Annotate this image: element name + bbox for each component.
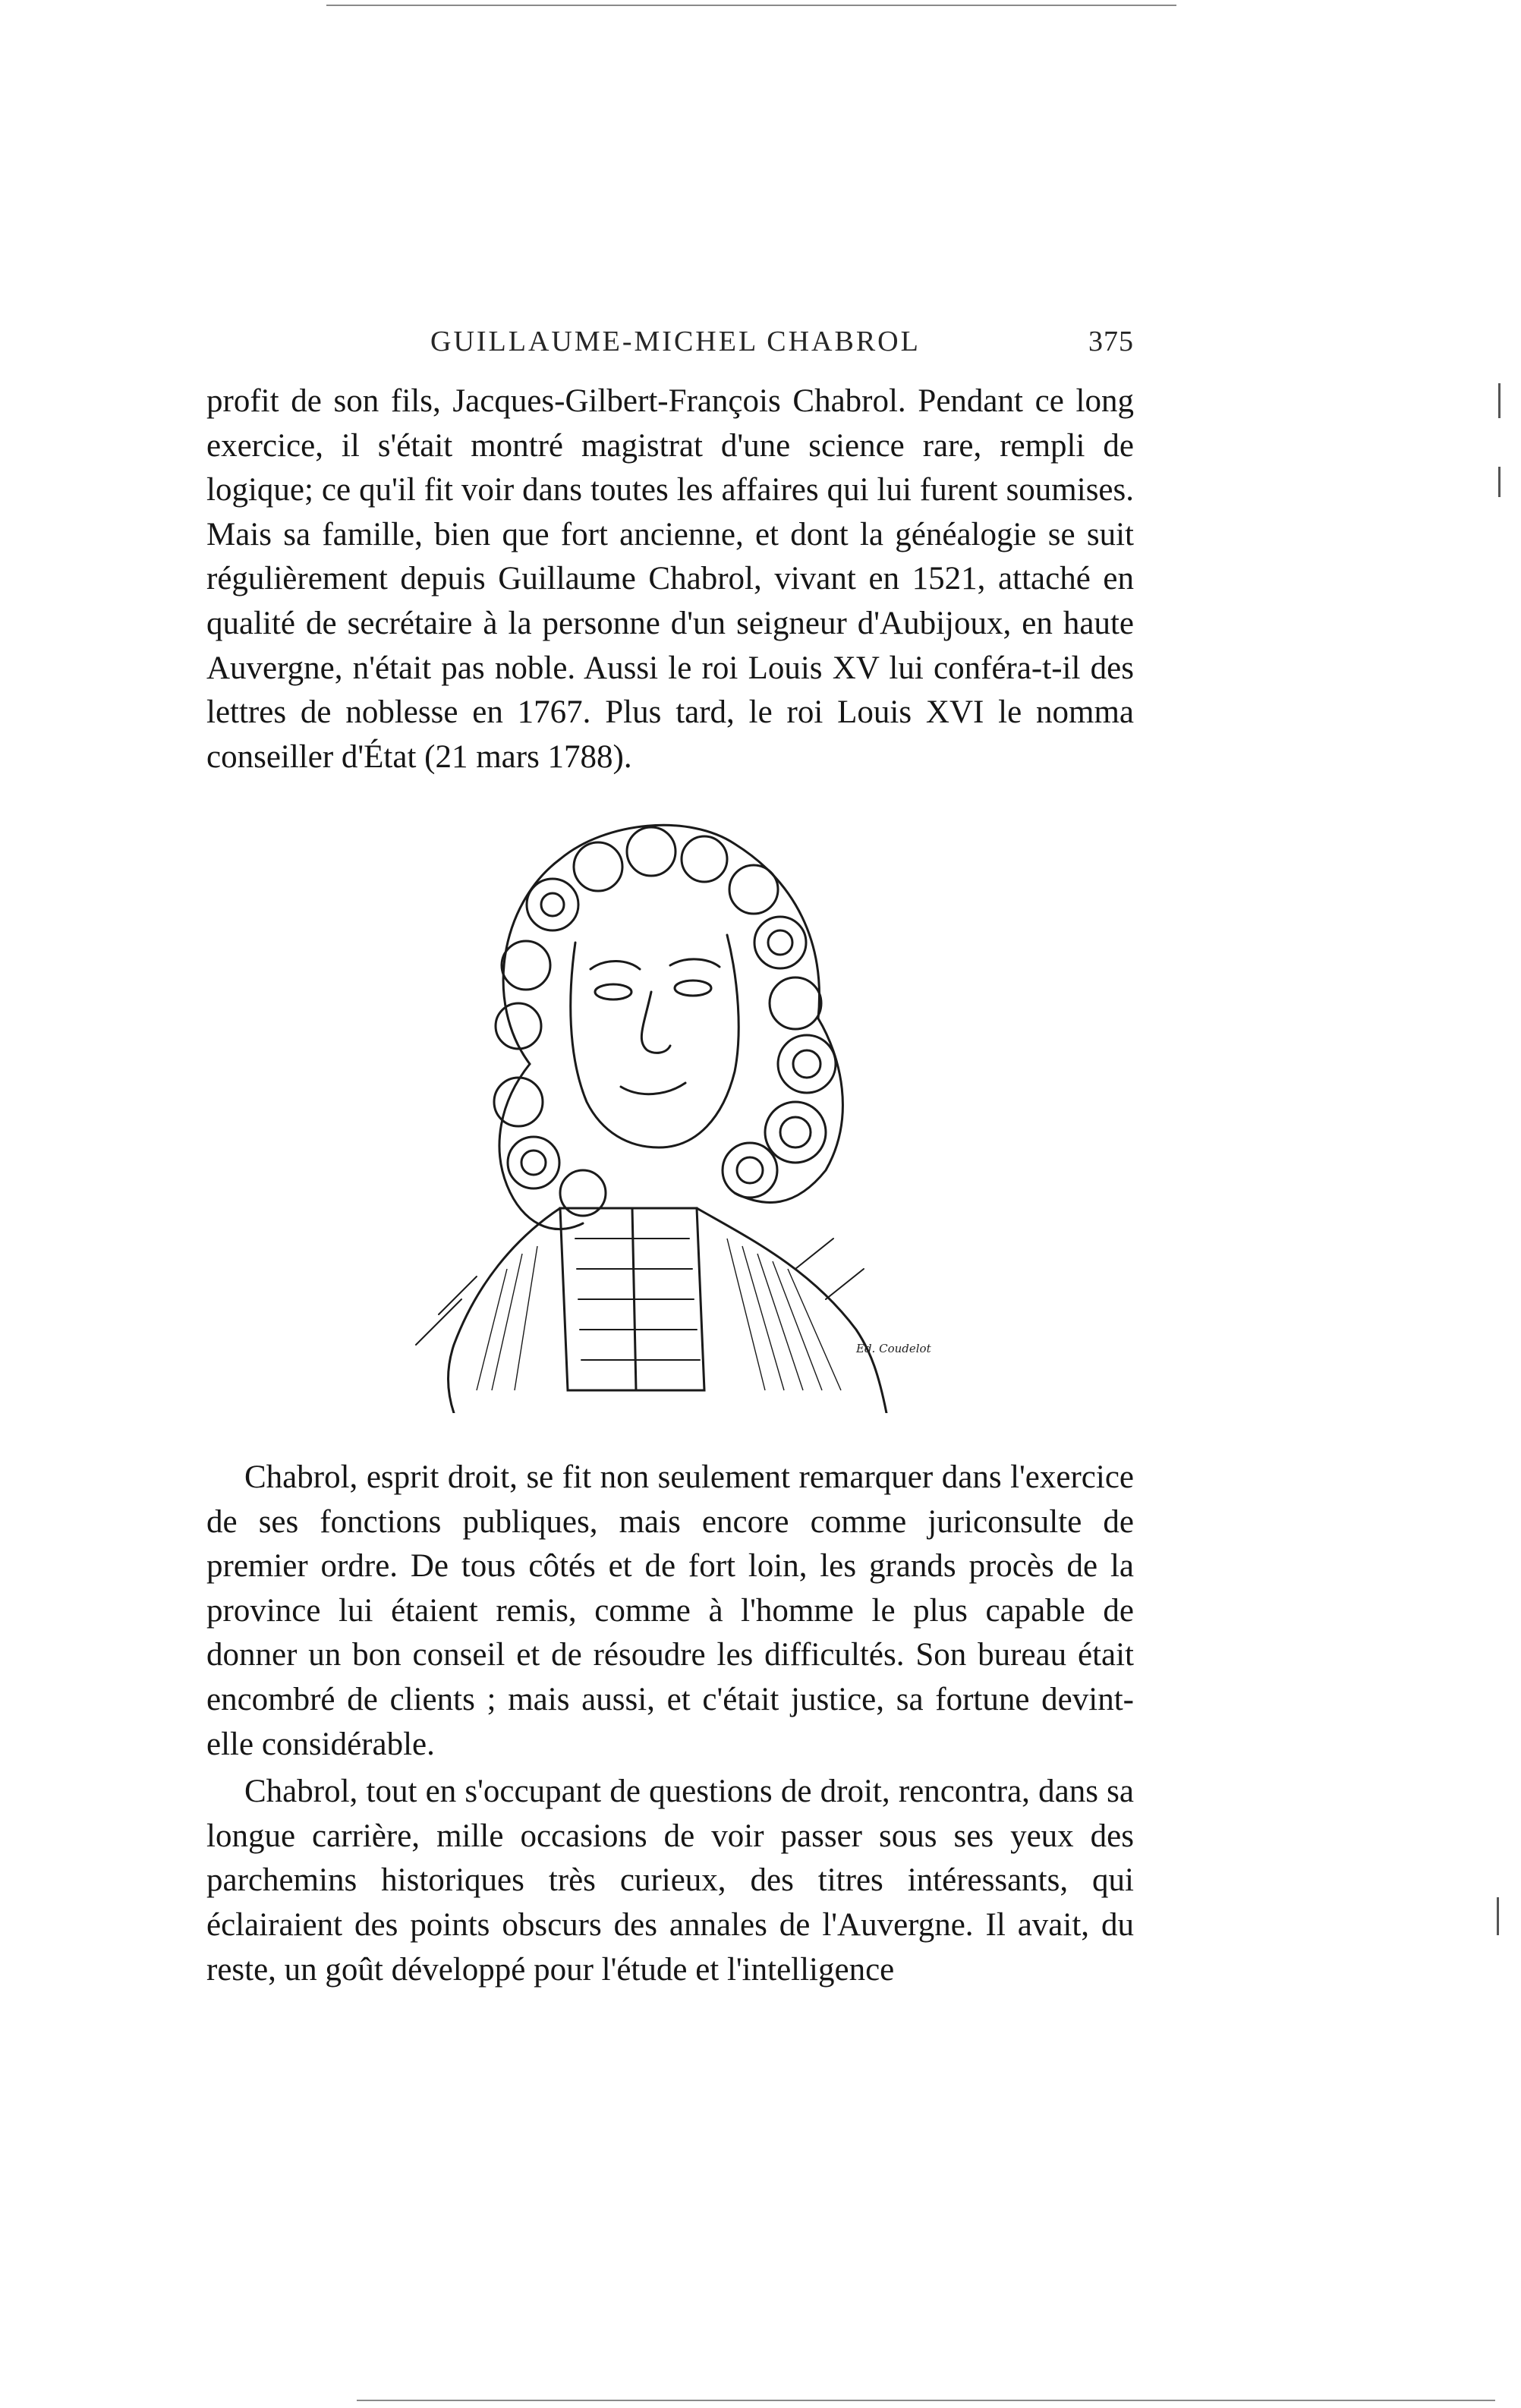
left-brow <box>590 961 640 969</box>
right-brow <box>670 959 720 967</box>
wig-curl <box>502 941 550 990</box>
wig-curl <box>496 1003 541 1049</box>
running-header <box>206 325 1134 363</box>
wig-curl <box>508 1137 559 1188</box>
robe-left <box>449 1208 561 1413</box>
portrait-illustration <box>370 814 993 1413</box>
paragraph: Chabrol, tout en s'occupant de questions de droit, rencontra, dans sa longue carrière, mille occasions de voir passer sous ses yeux des parchemins historiques très curieux, des titres intéressants, qui éclairaient des points obscurs des annales de l'Auvergne. Il avait, du reste, un goût développé pour l'étude et l'intelligence <box>206 1774 1134 1988</box>
wig-curl <box>765 1102 826 1163</box>
engraver-signature: Ed. Coudelot <box>856 1342 931 1355</box>
margin-mark <box>1498 383 1501 418</box>
paragraph: profit de son fils, Jacques-Gilbert-François Chabrol. Pendant ce long exercice, il s'était montré magistrat d'une science rare, rempli de logique; ce qu'il fit voir dans toutes les affaires qui lui furent soumises. Mais sa famille, bien que fort ancienne, et dont la généalogie se suit régulièrement depuis Guillaume Chabrol, vivant en 1521, attaché en qualité de secrétaire à la personne d'un seigneur d'Aubijoux, en haute Auvergne, n'était pas noble. Aussi le roi Louis XV lui conféra-t-il des lettres de noblesse en 1767. Plus tard, le roi Louis XVI le nomma conseiller d'État (21 mars 1788). <box>206 383 1134 775</box>
text-block-top <box>206 379 1134 779</box>
wig-curl <box>527 879 578 930</box>
running-title: GUILLAUME-MICHEL CHABROL <box>430 326 921 357</box>
paragraph: Chabrol, esprit droit, se fit non seulement remarquer dans l'exercice de ses fonctions publiques, mais encore comme juriconsulte de premier ordre. De tous côtés et de fort loin, les grands procès de la province lui étaient remis, comme à l'homme le plus capable de donner un bon conseil et de résoudre les difficultés. Son bureau était encombré de clients ; mais aussi, et c'était justice, sa fortune devint-elle considérable. <box>206 1459 1134 1762</box>
top-scan-rule <box>326 5 1176 6</box>
wig-curl <box>778 1035 836 1093</box>
margin-mark <box>1498 467 1501 497</box>
mouth <box>621 1083 685 1094</box>
wig-curl <box>723 1143 777 1198</box>
wig-curl <box>682 836 727 882</box>
page-number: 375 <box>1088 326 1134 357</box>
wig-curl <box>574 842 622 891</box>
wig-curl <box>729 865 778 914</box>
text-block-bottom <box>206 1456 1134 1992</box>
wig-left-side <box>499 1064 583 1229</box>
margin-mark <box>1497 1897 1499 1935</box>
left-eye <box>595 984 631 999</box>
portrait-engraving <box>370 814 993 1413</box>
right-eye <box>675 981 711 996</box>
wig-curl <box>754 917 806 968</box>
wig-curl <box>494 1078 543 1126</box>
bottom-scan-rule <box>357 2400 1495 2401</box>
nose <box>641 992 670 1053</box>
wig-curl <box>627 827 675 876</box>
wig-curl <box>770 977 821 1029</box>
